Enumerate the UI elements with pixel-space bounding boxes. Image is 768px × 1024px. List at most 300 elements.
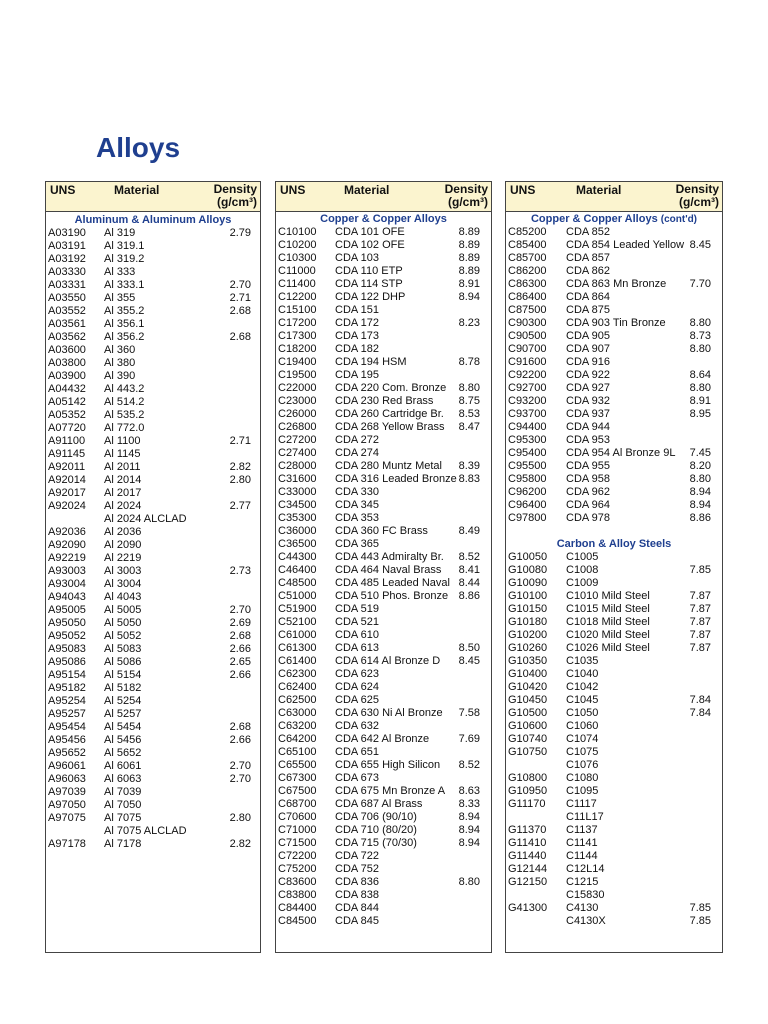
uns-code: A04432: [48, 383, 86, 395]
table-row: [506, 655, 722, 668]
uns-code: C86400: [508, 291, 547, 303]
table-row: [276, 486, 491, 499]
uns-code: C67500: [278, 785, 317, 797]
uns-code: C86300: [508, 278, 547, 290]
material-name: C1141: [566, 837, 598, 849]
uns-code: C92700: [508, 382, 547, 394]
material-name: CDA 632: [335, 720, 380, 732]
material-name: Al 5652: [104, 747, 142, 759]
material-name: CDA 673: [335, 772, 380, 784]
material-name: C1050: [566, 707, 599, 719]
material-name: CDA 443 Admiralty Br.: [335, 551, 444, 563]
density-value: 8.94: [458, 824, 480, 836]
density-value: 2.65: [229, 656, 251, 668]
table-row: [276, 785, 491, 798]
material-name: CDA 623: [335, 668, 380, 680]
table-row: [46, 487, 260, 500]
material-name: CDA 101 OFE: [335, 226, 405, 238]
table-row: [46, 721, 260, 734]
column-body: [46, 212, 260, 851]
uns-code: G10450: [508, 694, 548, 706]
uns-code: C95500: [508, 460, 547, 472]
uns-code: A94043: [48, 591, 86, 603]
table-row: [506, 785, 722, 798]
table-row: [46, 383, 260, 396]
table-row: [506, 551, 722, 564]
material-name: CDA 875: [566, 304, 611, 316]
density-value: 8.23: [458, 317, 480, 329]
uns-code: A95005: [48, 604, 86, 616]
density-value: 8.73: [689, 330, 711, 342]
table-row: [276, 551, 491, 564]
uns-code: A95154: [48, 669, 86, 681]
uns-code: G10740: [508, 733, 548, 745]
table-row: [506, 343, 722, 356]
uns-code: A95052: [48, 630, 86, 642]
uns-code: A03330: [48, 266, 86, 278]
material-name: Al 2219: [104, 552, 142, 564]
table-row: [506, 707, 722, 720]
table-row: [46, 578, 260, 591]
material-name: Al 1145: [104, 448, 141, 460]
material-name: Al 319.1: [104, 240, 145, 252]
table-row: [276, 642, 491, 655]
material-name: C1080: [566, 772, 599, 784]
table-row: [276, 915, 491, 928]
density-value: 2.73: [229, 565, 251, 577]
header-uns: UNS: [280, 183, 306, 197]
uns-code: A95050: [48, 617, 86, 629]
density-value: 2.82: [229, 461, 251, 473]
uns-code: C31600: [278, 473, 317, 485]
uns-code: C33000: [278, 486, 317, 498]
material-name: Al 3004: [104, 578, 142, 590]
table-row: [506, 889, 722, 902]
uns-code: A03190: [48, 227, 86, 239]
uns-code: A91100: [48, 435, 86, 447]
table-row: [276, 278, 491, 291]
table-row: [46, 396, 260, 409]
table-row: [46, 357, 260, 370]
uns-code: C36000: [278, 525, 317, 537]
material-name: CDA 838: [335, 889, 380, 901]
table-row: [506, 473, 722, 486]
table-row: [46, 747, 260, 760]
table-row: [276, 707, 491, 720]
table-row: [506, 499, 722, 512]
density-value: 7.84: [689, 707, 711, 719]
material-name: C1095: [566, 785, 599, 797]
uns-code: G10090: [508, 577, 548, 589]
table-row: [506, 278, 722, 291]
material-name: Al 5182: [104, 682, 142, 694]
material-name: Al 356.2: [104, 331, 145, 343]
uns-code: G12150: [508, 876, 548, 888]
density-value: 2.82: [229, 838, 251, 850]
uns-code: A95257: [48, 708, 86, 720]
uns-code: C92200: [508, 369, 547, 381]
material-name: CDA 114 STP: [335, 278, 403, 290]
uns-code: C62300: [278, 668, 317, 680]
density-value: 8.53: [458, 408, 480, 420]
density-value: 8.64: [689, 369, 711, 381]
material-name: CDA 220 Com. Bronze: [335, 382, 447, 394]
material-name: Al 5454: [104, 721, 142, 733]
table-row: [46, 227, 260, 240]
table-row: [46, 461, 260, 474]
header-density: Density (g/cm³): [675, 182, 719, 209]
section-heading: [506, 213, 722, 226]
table-row: [46, 812, 260, 825]
table-row: [506, 382, 722, 395]
section-title: Copper & Copper Alloys: [320, 213, 447, 225]
uns-code: C91600: [508, 356, 547, 368]
density-value: 8.95: [689, 408, 711, 420]
uns-code: A93003: [48, 565, 86, 577]
material-name: Al 7075: [104, 812, 142, 824]
table-row: [46, 708, 260, 721]
density-value: 8.39: [458, 460, 480, 472]
table-row: [506, 902, 722, 915]
table-row: [276, 850, 491, 863]
uns-code: C87500: [508, 304, 547, 316]
material-name: CDA 927: [566, 382, 611, 394]
uns-code: G10100: [508, 590, 548, 602]
material-name: CDA 845: [335, 915, 380, 927]
uns-code: A95652: [48, 747, 86, 759]
material-name: CDA 521: [335, 616, 380, 628]
table-row: [46, 448, 260, 461]
uns-code: C10200: [278, 239, 317, 251]
material-name: CDA 151: [335, 304, 380, 316]
material-name: Al 333: [104, 266, 136, 278]
material-name: CDA 944: [566, 421, 611, 433]
table-row: [276, 668, 491, 681]
material-name: CDA 345: [335, 499, 380, 511]
material-name: Al 2011: [104, 461, 141, 473]
material-name: Al 333.1: [104, 279, 145, 291]
material-name: Al 319.2: [104, 253, 145, 265]
material-name: CDA 852: [566, 226, 611, 238]
material-name: CDA 715 (70/30): [335, 837, 417, 849]
table-row: [46, 266, 260, 279]
material-name: C1005: [566, 551, 599, 563]
material-name: C1008: [566, 564, 599, 576]
table-row: [506, 798, 722, 811]
material-name: Al 1100: [104, 435, 141, 447]
density-value: 8.52: [458, 551, 480, 563]
uns-code: C27400: [278, 447, 317, 459]
material-name: Al 355.2: [104, 305, 145, 317]
density-value: 8.52: [458, 759, 480, 771]
table-row: [46, 630, 260, 643]
header-density: Density (g/cm³): [213, 182, 257, 209]
uns-code: A96063: [48, 773, 86, 785]
density-value: 2.69: [229, 617, 251, 629]
table-row: [276, 733, 491, 746]
material-name: C1075: [566, 746, 599, 758]
density-value: 7.45: [689, 447, 711, 459]
table-row: [46, 422, 260, 435]
table-row: [506, 356, 722, 369]
table-row: [276, 655, 491, 668]
material-name: CDA 365: [335, 538, 380, 550]
material-name: CDA 195: [335, 369, 380, 381]
material-name: Al 356.1: [104, 318, 145, 330]
uns-code: C85400: [508, 239, 547, 251]
table-row: [46, 539, 260, 552]
uns-code: G10180: [508, 616, 548, 628]
material-name: C1076: [566, 759, 599, 771]
uns-code: A92036: [48, 526, 86, 538]
table-row: [506, 681, 722, 694]
uns-code: G10150: [508, 603, 548, 615]
table-row: [46, 370, 260, 383]
section-title: Aluminum & Aluminum Alloys: [74, 214, 232, 226]
density-value: 8.44: [458, 577, 480, 589]
density-value: 2.70: [229, 760, 251, 772]
uns-code: A92219: [48, 552, 86, 564]
uns-code: C61300: [278, 642, 317, 654]
uns-code: A97178: [48, 838, 86, 850]
table-row: [276, 512, 491, 525]
table-row: [276, 577, 491, 590]
table-row: [46, 240, 260, 253]
density-value: 7.87: [689, 616, 711, 628]
table-row: [506, 447, 722, 460]
table-row: [506, 837, 722, 850]
table-row: [506, 486, 722, 499]
table-row: [46, 643, 260, 656]
density-value: 8.49: [458, 525, 480, 537]
material-name: CDA 172: [335, 317, 380, 329]
uns-code: C36500: [278, 538, 317, 550]
material-name: C1026 Mild Steel: [566, 642, 650, 654]
density-value: 7.69: [458, 733, 480, 745]
material-name: Al 772.0: [104, 422, 145, 434]
density-value: 8.94: [689, 499, 711, 511]
material-name: Al 7178: [104, 838, 142, 850]
density-value: 2.77: [229, 500, 251, 512]
uns-code: A92024: [48, 500, 86, 512]
table-row: [276, 226, 491, 239]
table-row: [506, 850, 722, 863]
material-name: Al 5154: [104, 669, 142, 681]
table-row: [506, 408, 722, 421]
material-name: Al 5456: [104, 734, 142, 746]
material-name: CDA 103: [335, 252, 380, 264]
table-row: [46, 565, 260, 578]
material-name: CDA 519: [335, 603, 380, 615]
material-name: CDA 614 Al Bronze D: [335, 655, 441, 667]
uns-code: G12144: [508, 863, 548, 875]
uns-code: C65500: [278, 759, 317, 771]
uns-code: G10500: [508, 707, 548, 719]
material-name: Al 5083: [104, 643, 142, 655]
table-row: [506, 304, 722, 317]
material-name: CDA 194 HSM: [335, 356, 407, 368]
uns-code: C10300: [278, 252, 317, 264]
uns-code: A93004: [48, 578, 86, 590]
table-row: [46, 799, 260, 812]
uns-code: G10950: [508, 785, 548, 797]
uns-code: C96400: [508, 499, 547, 511]
table-row: [276, 681, 491, 694]
material-name: CDA 330: [335, 486, 380, 498]
material-name: CDA 655 High Silicon: [335, 759, 441, 771]
uns-code: A03800: [48, 357, 86, 369]
material-name: CDA 102 OFE: [335, 239, 405, 251]
table-row: [506, 369, 722, 382]
material-name: Al 7075 ALCLAD: [104, 825, 187, 837]
uns-code: G11370: [508, 824, 547, 836]
table-row: [506, 863, 722, 876]
material-name: CDA 953: [566, 434, 611, 446]
uns-code: A92017: [48, 487, 86, 499]
uns-code: C61400: [278, 655, 317, 667]
material-name: CDA 630 Ni Al Bronze: [335, 707, 443, 719]
material-name: CDA 464 Naval Brass: [335, 564, 442, 576]
density-value: 8.94: [458, 291, 480, 303]
table-row: [46, 331, 260, 344]
table-row: [276, 434, 491, 447]
density-value: 8.33: [458, 798, 480, 810]
material-name: CDA 922: [566, 369, 611, 381]
uns-code: C97800: [508, 512, 547, 524]
table-row: [276, 798, 491, 811]
material-name: Al 360: [104, 344, 136, 356]
table-row: [506, 616, 722, 629]
table-row: [506, 239, 722, 252]
density-value: 8.89: [458, 239, 480, 251]
material-name: CDA 675 Mn Bronze A: [335, 785, 446, 797]
table-row: [276, 720, 491, 733]
table-row: [46, 513, 260, 526]
material-name: Al 535.2: [104, 409, 145, 421]
table-row: [46, 552, 260, 565]
alloy-column-3: [505, 181, 723, 953]
density-value: 8.50: [458, 642, 480, 654]
density-value: 8.83: [458, 473, 480, 485]
material-name: C4130: [566, 902, 599, 914]
material-name: Al 5052: [104, 630, 142, 642]
material-name: CDA 955: [566, 460, 611, 472]
header-density: Density (g/cm³): [444, 182, 488, 209]
uns-code: C26800: [278, 421, 317, 433]
density-value: 2.68: [229, 305, 251, 317]
material-name: CDA 964: [566, 499, 611, 511]
density-value: 8.41: [458, 564, 480, 576]
table-row: [46, 591, 260, 604]
density-value: 7.84: [689, 694, 711, 706]
column-header: [506, 182, 722, 212]
uns-code: A92090: [48, 539, 86, 551]
uns-code: C15100: [278, 304, 317, 316]
material-name: CDA 710 (80/20): [335, 824, 417, 836]
section-heading: [46, 214, 260, 227]
material-name: CDA 844: [335, 902, 380, 914]
uns-code: G10420: [508, 681, 548, 693]
uns-code: C93200: [508, 395, 547, 407]
material-name: C1215: [566, 876, 599, 888]
table-row: [276, 863, 491, 876]
density-value: 2.68: [229, 630, 251, 642]
uns-code: C61000: [278, 629, 317, 641]
density-value: 7.87: [689, 590, 711, 602]
table-row: [276, 343, 491, 356]
uns-code: C28000: [278, 460, 317, 472]
uns-code: G10200: [508, 629, 548, 641]
density-value: 8.80: [689, 317, 711, 329]
header-uns: UNS: [50, 183, 76, 197]
uns-code: C27200: [278, 434, 317, 446]
header-uns: UNS: [510, 183, 536, 197]
material-name: CDA 260 Cartridge Br.: [335, 408, 444, 420]
density-value: 8.45: [458, 655, 480, 667]
density-value: 2.79: [229, 227, 251, 239]
density-value: 8.86: [689, 512, 711, 524]
uns-code: C26000: [278, 408, 317, 420]
table-row: [46, 786, 260, 799]
uns-code: C75200: [278, 863, 317, 875]
material-name: CDA 905: [566, 330, 611, 342]
uns-code: G10260: [508, 642, 548, 654]
material-name: C1010 Mild Steel: [566, 590, 650, 602]
material-name: Al 319: [104, 227, 136, 239]
uns-code: C34500: [278, 499, 317, 511]
density-value: 2.66: [229, 669, 251, 681]
page-title: Alloys: [96, 132, 181, 163]
uns-code: C95800: [508, 473, 547, 485]
uns-code: A05352: [48, 409, 86, 421]
uns-code: A95083: [48, 643, 86, 655]
material-name: Al 355: [104, 292, 136, 304]
section-title: Copper & Copper Alloys: [530, 213, 658, 225]
density-value: 2.70: [229, 773, 251, 785]
material-name: CDA 360 FC Brass: [335, 525, 428, 537]
material-name: CDA 903 Tin Bronze: [566, 317, 666, 329]
uns-code: A05142: [48, 396, 86, 408]
table-row: [276, 902, 491, 915]
material-name: CDA 274: [335, 447, 380, 459]
column-header: [46, 182, 260, 212]
material-name: C1018 Mild Steel: [566, 616, 650, 628]
table-row: [46, 435, 260, 448]
material-name: CDA 110 ETP: [335, 265, 403, 277]
uns-code: C96200: [508, 486, 547, 498]
section-heading: [506, 538, 722, 551]
density-value: 2.68: [229, 331, 251, 343]
material-name: CDA 122 DHP: [335, 291, 406, 303]
uns-code: C51000: [278, 590, 317, 602]
table-row: [276, 525, 491, 538]
material-name: C1015 Mild Steel: [566, 603, 650, 615]
table-row: [46, 838, 260, 851]
uns-code: G10050: [508, 551, 548, 563]
table-row: [46, 682, 260, 695]
table-row: [506, 252, 722, 265]
material-name: C1020 Mild Steel: [566, 629, 650, 641]
uns-code: A95254: [48, 695, 86, 707]
material-name: C1137: [566, 824, 598, 836]
material-name: C1035: [566, 655, 599, 667]
table-row: [46, 773, 260, 786]
section-title-suffix: (cont'd): [660, 214, 698, 225]
density-value: 2.70: [229, 604, 251, 616]
uns-code: A03192: [48, 253, 86, 265]
table-row: [276, 447, 491, 460]
density-value: 8.80: [458, 382, 480, 394]
